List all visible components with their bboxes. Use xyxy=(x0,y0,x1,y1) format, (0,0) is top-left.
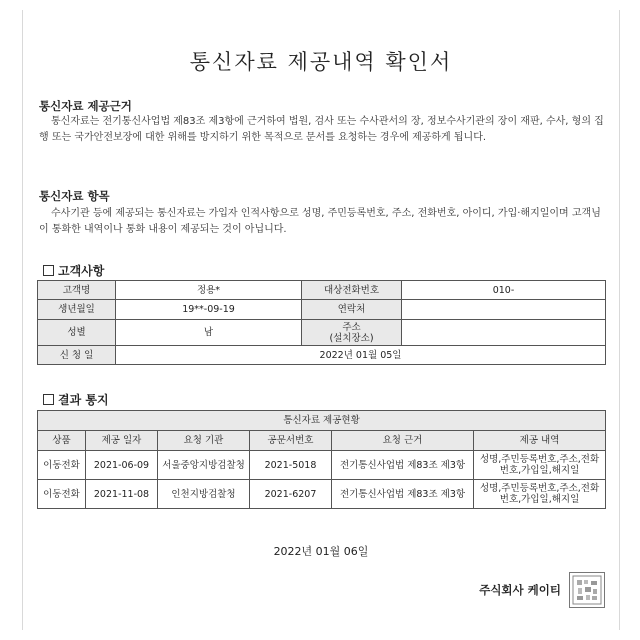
customer-row-apply xyxy=(38,346,606,365)
column-header: 상품 xyxy=(38,431,86,451)
table-cell: 이동전화 xyxy=(38,451,86,480)
name-label: 고객명 xyxy=(38,281,116,300)
document-page xyxy=(22,10,620,630)
table-cell: 인천지방검찰청 xyxy=(158,480,250,509)
column-header: 요청 근거 xyxy=(332,431,474,451)
birth-label: 생년월일 xyxy=(38,300,116,320)
checkbox-square-icon xyxy=(43,265,54,276)
company-name: 주식회사 케이티 xyxy=(479,583,561,597)
result-heading xyxy=(43,391,109,408)
apply-value: 2022년 01월 05일 xyxy=(116,346,606,365)
customer-row-birth xyxy=(38,300,606,320)
basis-text: 통신자료는 전기통신사업법 제83조 제3항에 근거하여 법원, 검사 또는 수사관서의 장, 정보수사기관의 장이 재판, 수사, 형의 집행 또는 국가안전보장에 대한 위해를 방지하기 위한 목적으로 문서를 요청하는 경우에 제공하게 됩니다. xyxy=(39,116,604,143)
items-text: 수사기관 등에 제공되는 통신자료는 가입자 인적사항으로 성명, 주민등록번호, 주소, 전화번호, 아이디, 가입·해지일이며 고객님이 통화한 내역이나 통화 내용이 제공되는 것이 아닙니다. xyxy=(39,208,601,235)
birth-value: 19**-09-19 xyxy=(116,300,302,320)
table-cell: 전기통신사업법 제83조 제3항 xyxy=(332,480,474,509)
basis-heading: 통신자료 제공근거 xyxy=(39,99,132,113)
column-header: 제공 일자 xyxy=(86,431,158,451)
table-cell: 2021-6207 xyxy=(250,480,332,509)
customer-heading-label: 고객사항 xyxy=(58,264,105,278)
customer-row-name xyxy=(38,281,606,300)
column-header: 공문서번호 xyxy=(250,431,332,451)
table-row xyxy=(38,480,606,509)
result-table-title: 통신자료 제공현황 xyxy=(38,411,606,431)
customer-table xyxy=(37,280,606,365)
column-header: 요청 기관 xyxy=(158,431,250,451)
items-heading: 통신자료 항목 xyxy=(39,189,110,203)
table-cell: 전기통신사업법 제83조 제3항 xyxy=(332,451,474,480)
company-seal-icon xyxy=(569,572,605,608)
table-cell: 2021-06-09 xyxy=(86,451,158,480)
address-value xyxy=(402,320,606,346)
address-label: 주소 (설치장소) xyxy=(302,320,402,346)
table-cell: 2021-11-08 xyxy=(86,480,158,509)
result-heading-label: 결과 통지 xyxy=(58,393,109,407)
result-header-row xyxy=(38,431,606,451)
table-cell: 이동전화 xyxy=(38,480,86,509)
contact-value xyxy=(402,300,606,320)
name-value: 정용* xyxy=(116,281,302,300)
table-cell: 서울중앙지방검찰청 xyxy=(158,451,250,480)
table-cell: 성명,주민등록번호,주소,전화번호,가입일,해지일 xyxy=(474,451,606,480)
page-title: 통신자료 제공내역 확인서 xyxy=(189,50,453,74)
customer-heading xyxy=(43,262,104,279)
apply-label: 신 청 일 xyxy=(38,346,116,365)
column-header: 제공 내역 xyxy=(474,431,606,451)
customer-row-gender xyxy=(38,320,606,346)
gender-label: 성별 xyxy=(38,320,116,346)
table-cell: 성명,주민등록번호,주소,전화번호,가입일,해지일 xyxy=(474,480,606,509)
issue-date: 2022년 01월 06일 xyxy=(273,545,369,558)
result-title-row xyxy=(38,411,606,431)
phone-value: 010- xyxy=(402,281,606,300)
phone-label: 대상전화번호 xyxy=(302,281,402,300)
result-table xyxy=(37,410,606,509)
checkbox-square-icon xyxy=(43,394,54,405)
table-row xyxy=(38,451,606,480)
contact-label: 연락처 xyxy=(302,300,402,320)
table-cell: 2021-5018 xyxy=(250,451,332,480)
gender-value: 남 xyxy=(116,320,302,346)
